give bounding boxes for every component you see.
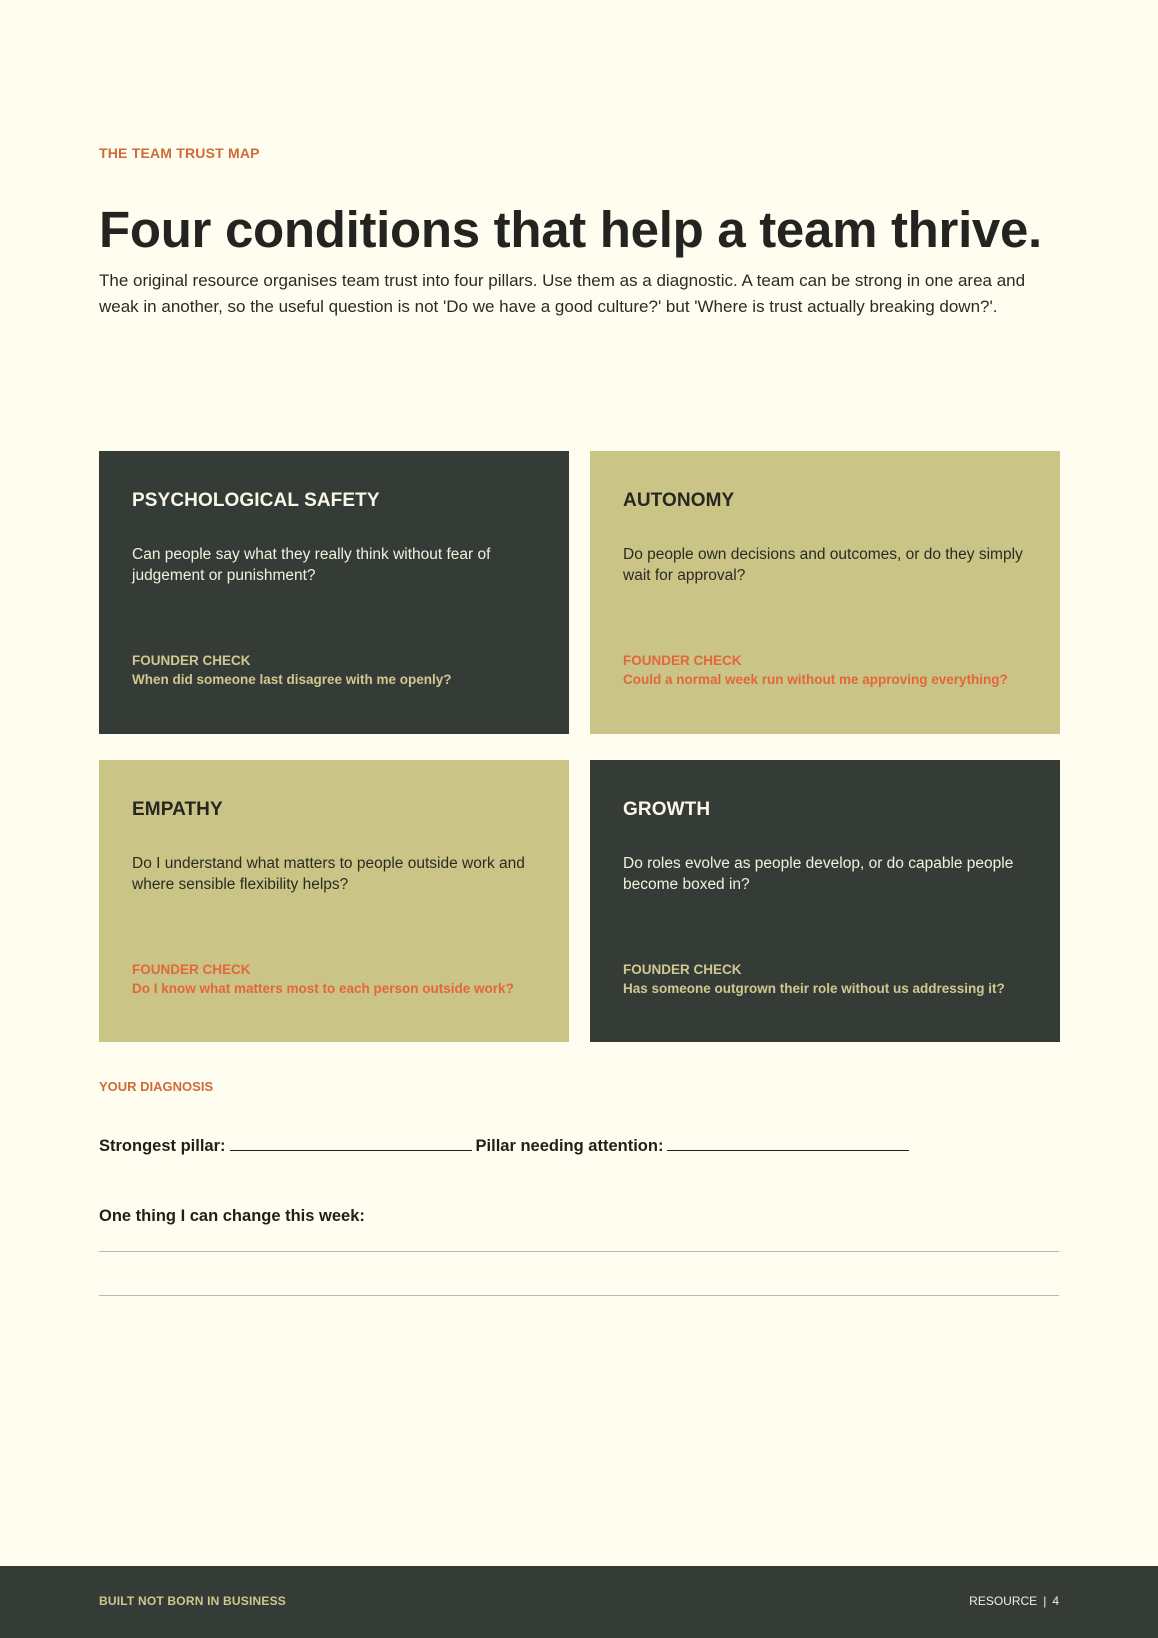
section-eyebrow: THE TEAM TRUST MAP: [99, 145, 260, 161]
pillar-question: Do I understand what matters to people outside work and where sensible flexibility helps?: [132, 855, 525, 893]
pillar-card-autonomy: [590, 451, 1060, 734]
pillar-title: EMPATHY: [132, 799, 223, 820]
diagnosis-eyebrow: YOUR DIAGNOSIS: [99, 1079, 214, 1094]
footer-page-info: [969, 1594, 1059, 1608]
pillar-question: Do people own decisions and outcomes, or do they simply wait for approval?: [623, 546, 1023, 584]
attention-pillar-label: Pillar needing attention:: [475, 1137, 664, 1155]
founder-check-label: FOUNDER CHECK: [623, 962, 742, 977]
strongest-pillar-field[interactable]: [230, 1136, 472, 1151]
founder-check: [623, 960, 1040, 998]
pillar-card-growth: [590, 760, 1060, 1042]
page-number: 4: [1052, 1594, 1059, 1608]
founder-check: [623, 651, 1040, 689]
founder-check-label: FOUNDER CHECK: [132, 653, 251, 668]
founder-check-label: FOUNDER CHECK: [132, 962, 251, 977]
founder-check-label: FOUNDER CHECK: [623, 653, 742, 668]
pillar-card-empathy: [99, 760, 569, 1042]
founder-check-text: Could a normal week run without me approving everything?: [623, 672, 1008, 687]
page-title: Four conditions that help a team thrive.: [99, 201, 1042, 258]
founder-check-text: Has someone outgrown their role without us addressing it?: [623, 981, 1005, 996]
diagnosis-pillars-row: [99, 1136, 913, 1156]
writing-line[interactable]: [99, 1295, 1059, 1296]
footer: [0, 1566, 1158, 1638]
pillar-question: Can people say what they really think without fear of judgement or punishment?: [132, 546, 491, 584]
footer-section: RESOURCE: [969, 1594, 1038, 1608]
strongest-pillar-label: Strongest pillar:: [99, 1137, 226, 1155]
founder-check: [132, 960, 549, 998]
attention-pillar-field[interactable]: [667, 1136, 909, 1151]
footer-brand: BUILT NOT BORN IN BUSINESS: [99, 1594, 286, 1608]
pillar-title: PSYCHOLOGICAL SAFETY: [132, 490, 380, 511]
founder-check: [132, 651, 549, 689]
pillar-title: AUTONOMY: [623, 490, 735, 511]
change-this-week-label: One thing I can change this week:: [99, 1207, 365, 1225]
writing-line[interactable]: [99, 1251, 1059, 1252]
pillar-card-psychological-safety: [99, 451, 569, 734]
founder-check-text: Do I know what matters most to each person outside work?: [132, 981, 514, 996]
pillar-question: Do roles evolve as people develop, or do capable people become boxed in?: [623, 855, 1014, 893]
founder-check-text: When did someone last disagree with me openly?: [132, 672, 452, 687]
pillar-title: GROWTH: [623, 799, 711, 820]
intro-paragraph: The original resource organises team trust into four pillars. Use them as a diagnostic. A team can be strong in one area and weak in another, so the useful question is not 'Do we have a good culture?' but 'Where is trust actually breaking down?'.: [99, 271, 1026, 316]
footer-separator: |: [1043, 1594, 1047, 1608]
